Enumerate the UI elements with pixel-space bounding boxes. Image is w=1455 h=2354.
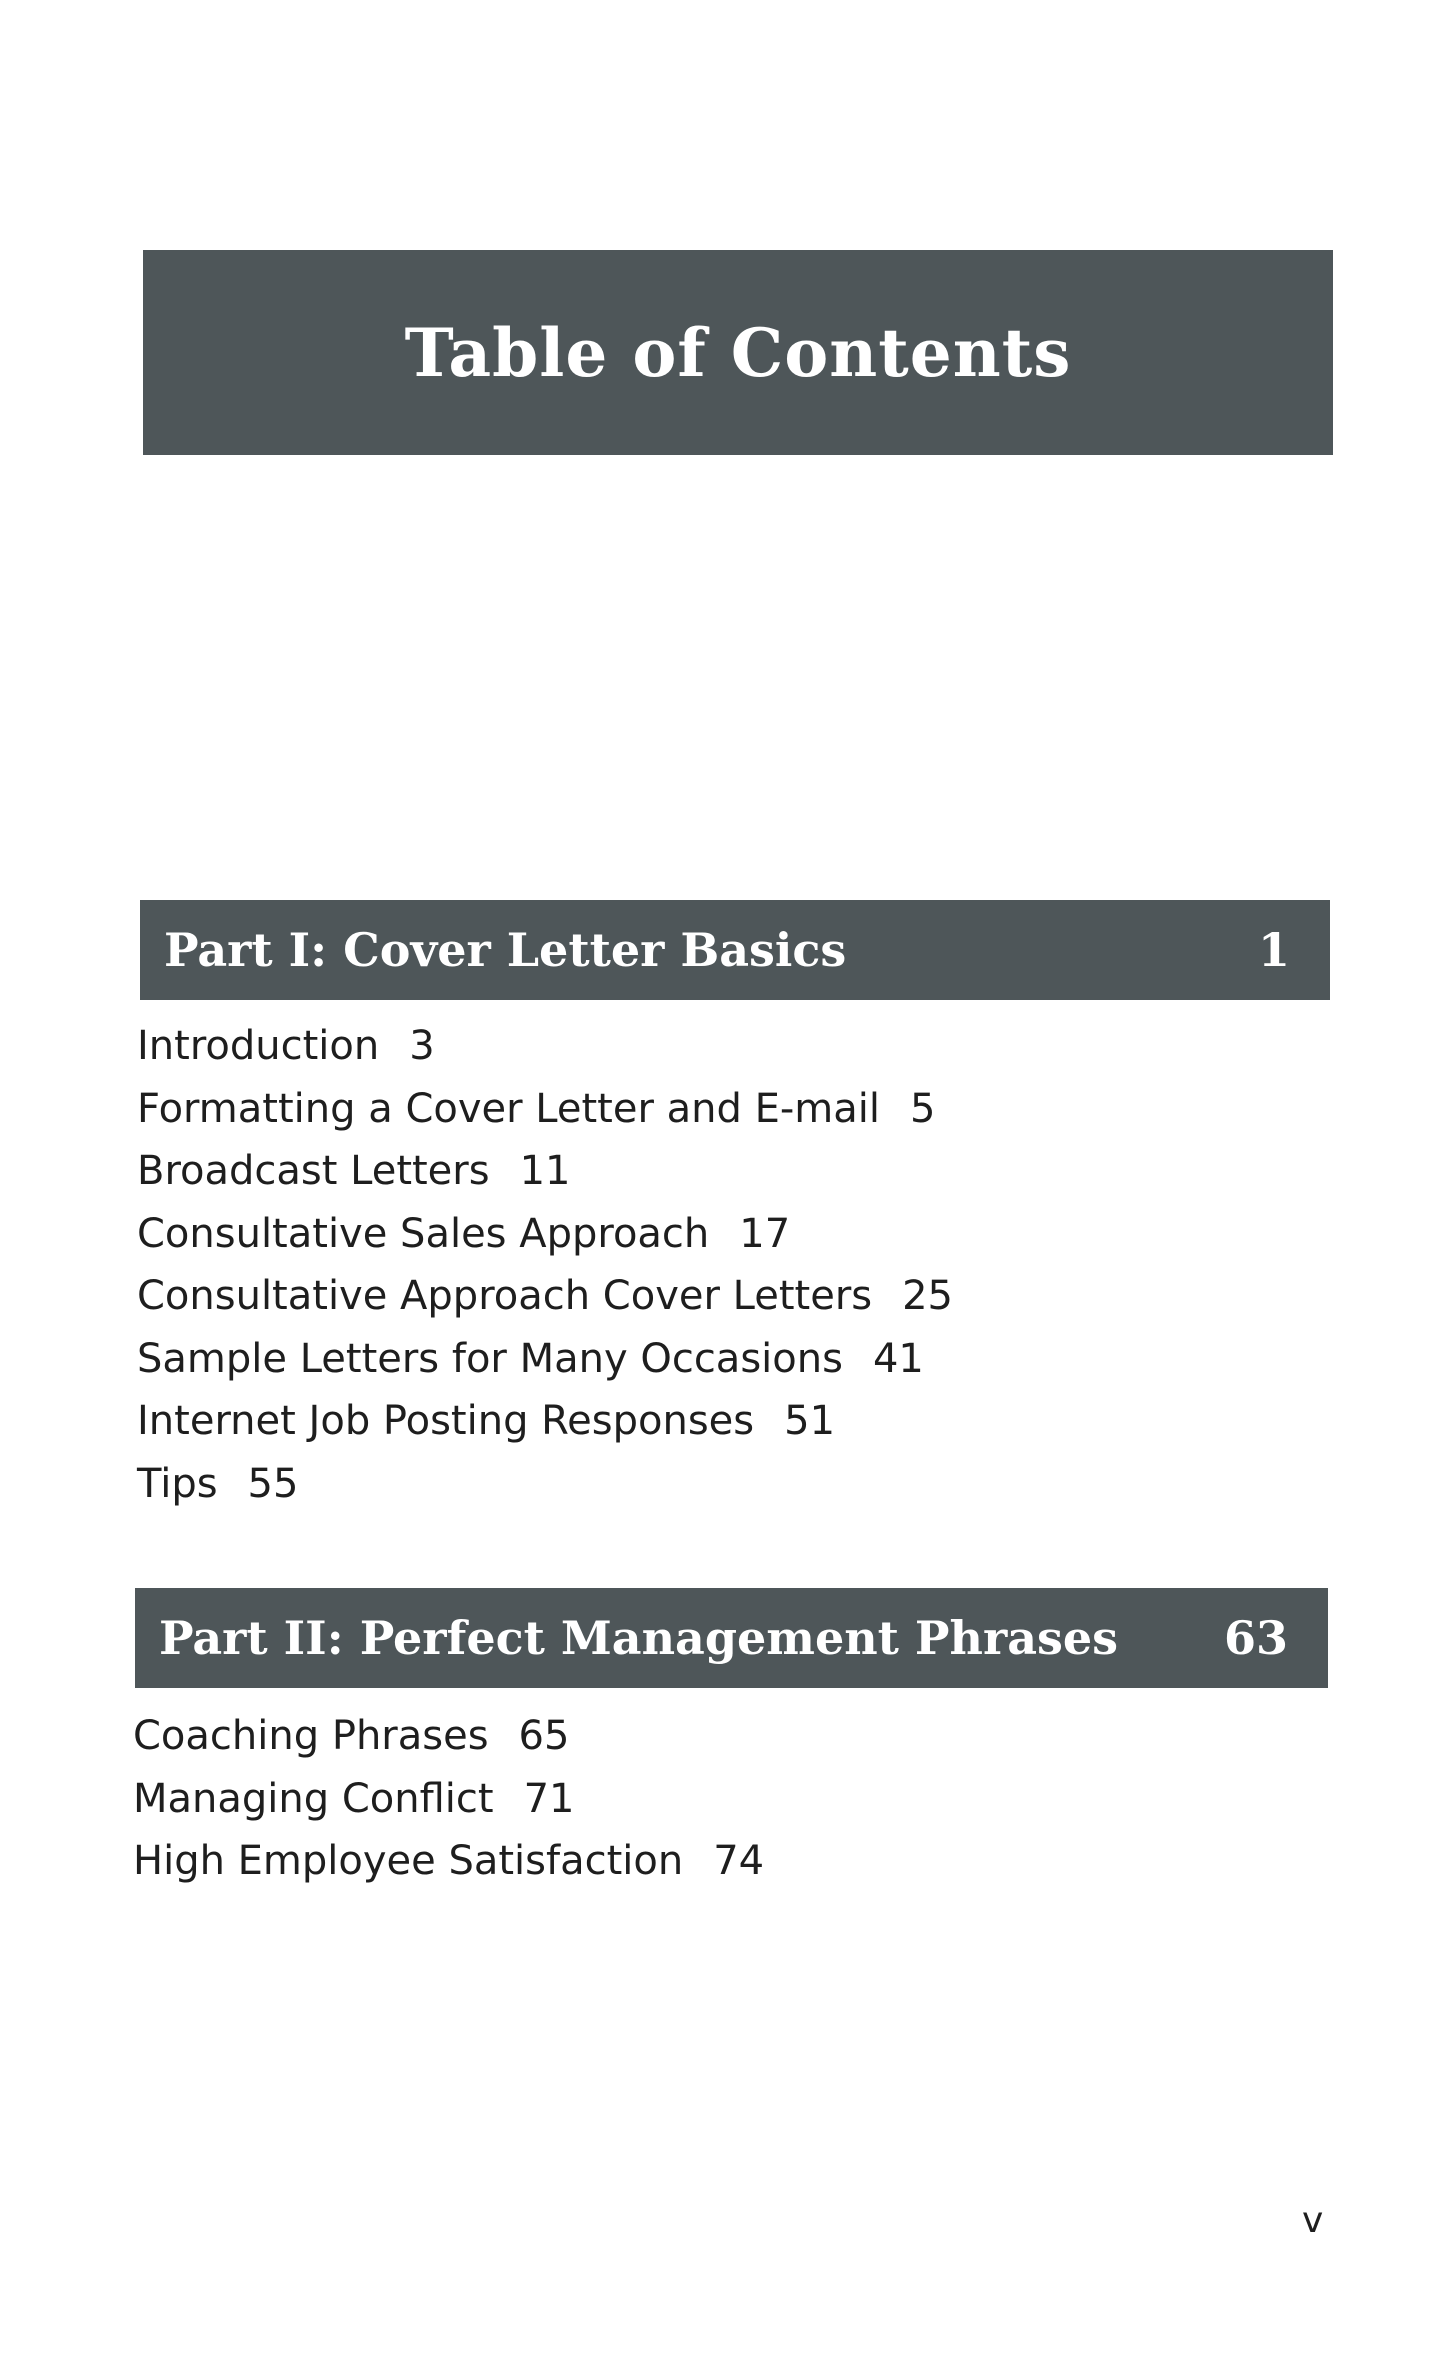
entry-page: 41 [872,1335,924,1382]
entry-title: Coaching Phrases [133,1713,489,1759]
toc-entry [137,1078,953,1141]
toc-entry [137,1140,953,1203]
part-page-number: 63 [1223,1611,1288,1665]
part-title: Part I: Cover Letter Basics [164,923,847,977]
toc-entry [137,1453,953,1516]
part-banner-2 [135,1588,1328,1688]
toc-entry [137,1328,953,1391]
part-1-entries [137,1015,953,1515]
entry-page: 25 [902,1273,954,1319]
entry-title: Sample Letters for Many Occasions [137,1335,843,1382]
toc-entry [137,1203,953,1266]
entry-page: 65 [518,1713,570,1759]
part-title: Part II: Perfect Management Phrases [159,1611,1119,1665]
entry-title: Consultative Sales Approach [137,1210,710,1257]
entry-page: 55 [247,1460,299,1507]
toc-entry [137,1390,953,1453]
entry-title: Internet Job Posting Responses [137,1398,755,1444]
toc-entry [133,1705,764,1768]
toc-entry [137,1265,953,1328]
entry-title: Managing Conflict [133,1775,494,1822]
entry-title: Consultative Approach Cover Letters [137,1273,873,1319]
page-number: v [1302,2200,1324,2241]
title-banner [143,250,1333,455]
toc-entry [133,1768,764,1831]
toc-entry [133,1830,764,1893]
part-banner-1 [140,900,1330,1000]
page-title: Table of Contents [404,313,1072,392]
entry-page: 51 [784,1398,836,1444]
part-2-entries [133,1705,764,1893]
entry-page: 71 [523,1775,575,1822]
entry-title: Broadcast Letters [137,1148,490,1194]
entry-title: Formatting a Cover Letter and E-mail [137,1085,880,1132]
part-page-number: 1 [1257,923,1290,977]
entry-page: 5 [910,1085,936,1132]
entry-page: 74 [713,1838,765,1884]
entry-title: Introduction [137,1023,380,1069]
entry-page: 11 [519,1148,571,1194]
entry-title: High Employee Satisfaction [133,1838,684,1884]
toc-entry [137,1015,953,1078]
entry-page: 3 [409,1023,435,1069]
entry-title: Tips [137,1460,218,1507]
entry-page: 17 [739,1210,791,1257]
